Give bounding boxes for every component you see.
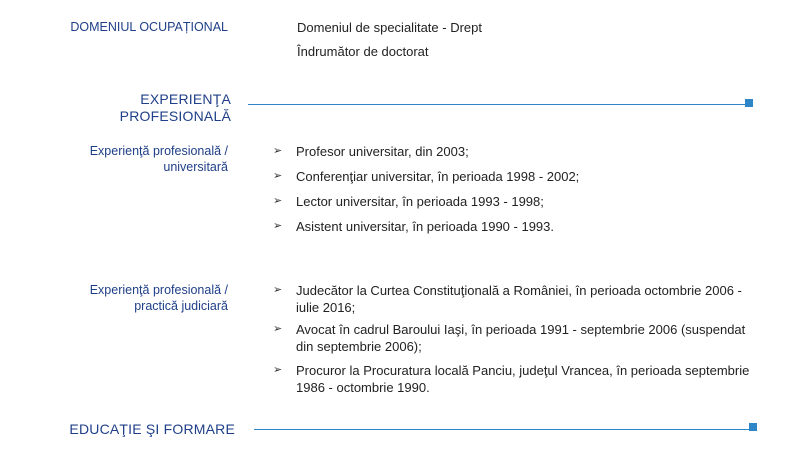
arrow-bullet-icon: ➢ bbox=[273, 284, 283, 296]
occupational-label: DOMENIUL OCUPAȚIONAL bbox=[70, 20, 228, 34]
arrow-bullet-icon: ➢ bbox=[273, 364, 283, 376]
list-item bbox=[273, 282, 753, 316]
academic-item-text: Profesor universitar, din 2003; bbox=[296, 144, 469, 159]
academic-item-text: Conferenţiar universitar, în perioada 1998 - 2002; bbox=[296, 169, 580, 184]
arrow-bullet-icon: ➢ bbox=[273, 195, 283, 207]
experience-divider-line bbox=[248, 104, 747, 105]
experience-title-line-2: PROFESIONALĂ bbox=[119, 108, 231, 124]
education-section-title: EDUCAŢIE ŞI FORMARE bbox=[69, 421, 235, 437]
arrow-bullet-icon: ➢ bbox=[273, 323, 283, 335]
arrow-bullet-icon: ➢ bbox=[273, 220, 283, 232]
list-item bbox=[273, 143, 753, 160]
judicial-label bbox=[40, 282, 228, 314]
judicial-item-text: Procuror la Procuratura locală Panciu, judeţul Vrancea, în perioada septembrie 1986 - octombrie 1990. bbox=[296, 363, 750, 395]
list-item bbox=[273, 321, 753, 355]
arrow-bullet-icon: ➢ bbox=[273, 170, 283, 182]
arrow-bullet-icon: ➢ bbox=[273, 145, 283, 157]
list-item bbox=[273, 218, 753, 235]
occupational-line-1: Domeniul de specialitate - Drept bbox=[297, 20, 482, 35]
judicial-item-text: Avocat în cadrul Baroului Iaşi, în perioada 1991 - septembrie 2006 (suspendat din septembrie 2006); bbox=[296, 322, 746, 354]
list-item bbox=[273, 362, 753, 396]
list-item bbox=[273, 193, 753, 210]
judicial-item-text: Judecător la Curtea Constituţională a României, în perioada octombrie 2006 - iulie 2016; bbox=[296, 283, 742, 315]
education-divider-square bbox=[749, 423, 757, 431]
academic-item-text: Lector universitar, în perioada 1993 - 1998; bbox=[296, 194, 544, 209]
judicial-label-line-1: Experienţă profesională / bbox=[89, 283, 228, 297]
experience-section-title bbox=[40, 91, 231, 125]
academic-label bbox=[40, 143, 228, 175]
academic-label-line-1: Experienţă profesională / bbox=[89, 144, 228, 158]
occupational-line-2: Îndrumător de doctorat bbox=[297, 44, 429, 59]
experience-title-line-1: EXPERIENŢA bbox=[140, 91, 231, 107]
list-item bbox=[273, 168, 753, 185]
academic-item-text: Asistent universitar, în perioada 1990 - 1993. bbox=[296, 219, 554, 234]
judicial-label-line-2: practică judiciară bbox=[134, 299, 228, 313]
academic-label-line-2: universitară bbox=[163, 160, 228, 174]
education-divider-line bbox=[254, 429, 751, 430]
experience-divider-square bbox=[745, 99, 753, 107]
